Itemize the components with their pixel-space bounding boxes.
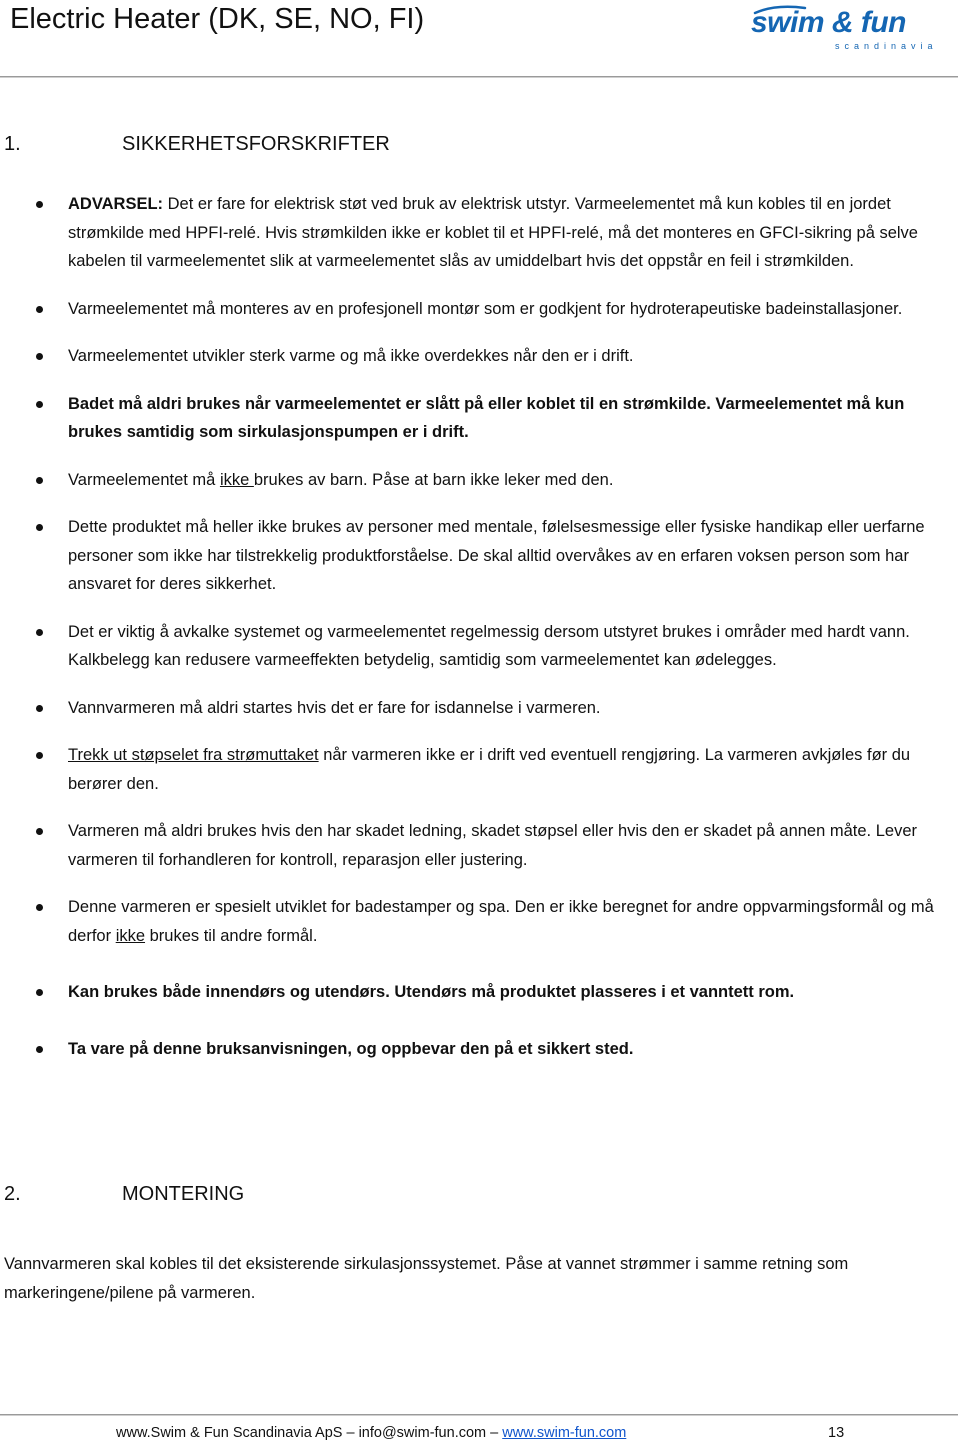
section-title: SIKKERHETSFORSKRIFTER xyxy=(122,133,390,155)
section-heading-mounting xyxy=(4,1180,244,1208)
page-header xyxy=(0,0,960,80)
section-heading-safety xyxy=(4,130,390,158)
header-divider xyxy=(0,76,958,78)
list-item: Vannvarmeren må aldri startes hvis det er fare for isdannelse i varmeren. xyxy=(0,694,958,723)
section-number: 1. xyxy=(4,133,21,155)
list-item: Ta vare på denne bruksanvisningen, og oppbevar den på et sikkert sted. xyxy=(0,1035,958,1064)
list-item: Denne varmeren er spesielt utviklet for badestamper og spa. Den er ikke beregnet for andre oppvarmingsformål og må derfor ikke brukes til andre formål. xyxy=(0,893,958,950)
page-footer xyxy=(116,1423,856,1443)
warning-label: ADVARSEL: xyxy=(68,195,164,213)
footer-text: www.Swim & Fun Scandinavia ApS – info@swim-fun.com – xyxy=(116,1425,503,1441)
list-item: Trekk ut støpselet fra strømuttaket når varmeren ikke er i drift ved eventuell rengjøring. La varmeren avkjøles før du berører den. xyxy=(0,741,958,798)
footer-divider xyxy=(0,1414,958,1416)
mounting-paragraph: Vannvarmeren skal kobles til det eksisterende sirkulasjonssystemet. Påse at vannet strømmer i samme retning som markeringene/pilene på varmeren. xyxy=(4,1255,849,1302)
list-item: Varmeelementet må ikke brukes av barn. Påse at barn ikke leker med den. xyxy=(0,466,958,495)
list-item: Det er viktig å avkalke systemet og varmeelementet regelmessig dersom utstyret brukes i områder med hardt vann. Kalkbelegg kan redusere varmeeffekten betydelig, samtidig som varmeelementet kan ødelegges. xyxy=(0,618,958,675)
website-link[interactable]: www.swim-fun.com xyxy=(502,1425,627,1441)
logo-wordmark: swim & fun xyxy=(751,6,907,39)
page-number: 13 xyxy=(828,1425,845,1441)
safety-list xyxy=(0,190,960,1063)
swim-and-fun-logo xyxy=(745,4,938,56)
document-title: Electric Heater (DK, SE, NO, FI) xyxy=(10,3,425,35)
list-item: Dette produktet må heller ikke brukes av personer med mentale, følelsesmessige eller fysiske handikap eller uerfarne personer som ikke har tilstrekkelig produktforståelse. De skal alltid overvåkes av en erfaren voksen person som har ansvaret for deres sikkerhet. xyxy=(0,513,958,599)
list-item: Badet må aldri brukes når varmeelementet er slått på eller koblet til en strømkilde. Varmeelementet må kun brukes samtidig som sirkulasjonspumpen er i drift. xyxy=(0,390,958,447)
list-item: ADVARSEL: Det er fare for elektrisk støt ved bruk av elektrisk utstyr. Varmeelementet må kun kobles til en jordet strømkilde med HPFI-relé. Hvis strømkilden ikke er koblet til et HPFI-relé, må det monteres en GFCI-sikring på selve kabelen til varmeelementet slik at varmeelementet slås av umiddelbart hvis det oppstår en feil i strømkilden. xyxy=(0,190,958,276)
list-item: Varmeren må aldri brukes hvis den har skadet ledning, skadet støpsel eller hvis den er skadet på annen måte. Lever varmeren til forhandleren for kontroll, reparasjon eller justering. xyxy=(0,817,958,874)
logo-subtitle: scandinavia xyxy=(835,41,938,51)
list-item: Varmeelementet utvikler sterk varme og må ikke overdekkes når den er i drift. xyxy=(0,342,958,371)
section-number: 2. xyxy=(4,1183,21,1205)
section-title: MONTERING xyxy=(122,1183,245,1205)
list-item: Kan brukes både innendørs og utendørs. Utendørs må produktet plasseres i et vanntett rom. xyxy=(0,978,958,1007)
list-item: Varmeelementet må monteres av en profesjonell montør som er godkjent for hydroterapeutiske badeinstallasjoner. xyxy=(0,295,958,324)
